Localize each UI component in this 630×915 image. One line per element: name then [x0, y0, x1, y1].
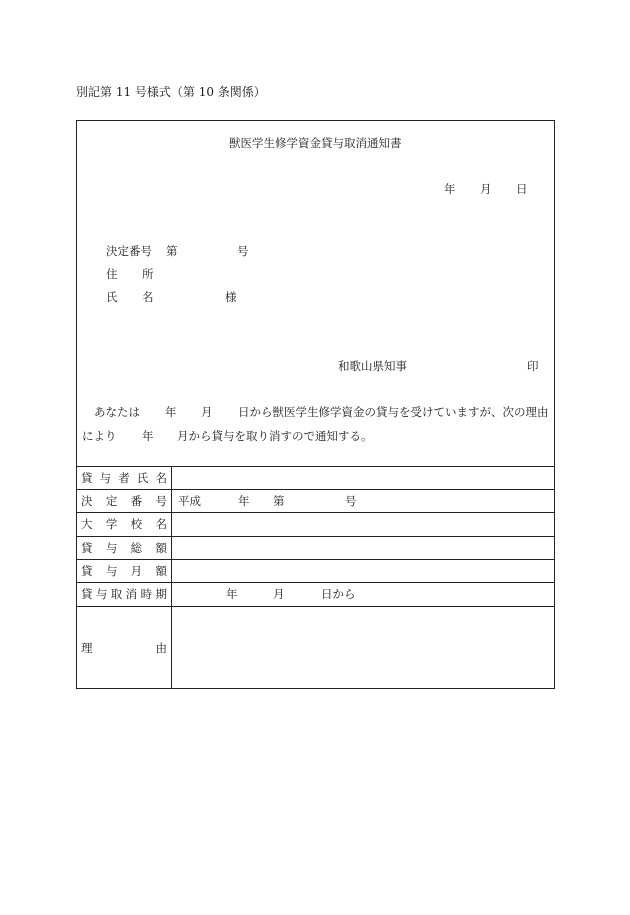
honorific-sama: 様	[225, 290, 237, 304]
issuer-name: 和歌山県知事	[338, 359, 407, 373]
label-char: 与	[95, 587, 108, 601]
table-row-divider	[76, 489, 555, 490]
row-label-decision-number	[81, 494, 167, 508]
label-char: 与	[105, 541, 118, 555]
row-label-total-loan	[81, 541, 167, 555]
cancellation-month: 月	[273, 587, 285, 601]
table-row-divider	[76, 582, 555, 583]
name-label-1: 氏	[106, 290, 118, 304]
label-char: 取	[110, 587, 123, 601]
label-char: 消	[125, 587, 138, 601]
row-label-university-name	[81, 517, 167, 531]
label-char: 理	[81, 641, 93, 655]
row-label-monthly-loan	[81, 564, 167, 578]
label-char: 氏	[136, 471, 149, 485]
date-year-label: 年	[444, 182, 456, 196]
body-line1-part2: 日から獣医学生修学資金の貸与を受けていますが、次の理由	[238, 405, 549, 419]
label-char: 由	[155, 641, 167, 655]
label-char: 貸	[81, 541, 93, 555]
label-char: 期	[155, 587, 167, 601]
table-column-divider	[171, 466, 172, 689]
body-line1-part1: あなたは	[94, 405, 140, 419]
label-char: 額	[155, 541, 167, 555]
body-line1-year: 年	[165, 405, 177, 419]
label-char: 時	[140, 587, 153, 601]
label-char: 名	[155, 471, 167, 485]
decision-go: 号	[345, 494, 357, 508]
label-char: 定	[105, 494, 118, 508]
label-char: 与	[99, 471, 112, 485]
row-label-cancellation-date	[81, 587, 167, 601]
table-row-divider	[76, 559, 555, 560]
label-char: 名	[155, 517, 167, 531]
body-line2-part1: により	[82, 429, 117, 443]
label-char: 番	[130, 494, 143, 508]
label-char: 大	[81, 517, 93, 531]
label-char: 校	[130, 517, 143, 531]
label-char: 決	[81, 494, 93, 508]
row-label-borrower-name	[81, 471, 167, 485]
label-char: 貸	[81, 587, 93, 601]
decision-era: 平成	[178, 494, 201, 508]
decision-dai: 第	[273, 494, 285, 508]
seal-mark: 印	[527, 359, 539, 373]
label-char: 号	[155, 494, 167, 508]
table-row-divider	[76, 512, 555, 513]
name-label-2: 名	[142, 290, 154, 304]
row-label-reason	[81, 641, 167, 655]
address-label-1: 住	[106, 267, 118, 281]
body-line2-part2: 月から貸与を取り消すので通知する。	[177, 429, 373, 443]
date-day-label: 日	[516, 182, 528, 196]
body-line1-month: 月	[201, 405, 213, 419]
label-char: 与	[105, 564, 118, 578]
date-month-label: 月	[480, 182, 492, 196]
cancellation-day: 日から	[321, 587, 356, 601]
label-char: 者	[118, 471, 130, 485]
document-title: 獣医学生修学資金貸与取消通知書	[229, 136, 402, 150]
decision-number-label: 決定番号	[106, 244, 152, 258]
body-line2-year: 年	[142, 429, 154, 443]
address-label-2: 所	[142, 267, 154, 281]
label-char: 月	[130, 564, 143, 578]
decision-year: 年	[238, 494, 250, 508]
label-char: 額	[155, 564, 167, 578]
table-top-rule	[76, 466, 555, 467]
decision-go-label: 号	[237, 244, 249, 258]
label-char: 貸	[81, 564, 93, 578]
decision-dai-label: 第	[166, 244, 178, 258]
cancellation-year: 年	[226, 587, 238, 601]
table-row-divider	[76, 536, 555, 537]
table-row-divider	[76, 606, 555, 607]
form-reference: 別記第 11 号様式（第 10 条関係）	[76, 85, 266, 99]
label-char: 総	[130, 541, 143, 555]
label-char: 貸	[81, 471, 93, 485]
label-char: 学	[105, 517, 118, 531]
